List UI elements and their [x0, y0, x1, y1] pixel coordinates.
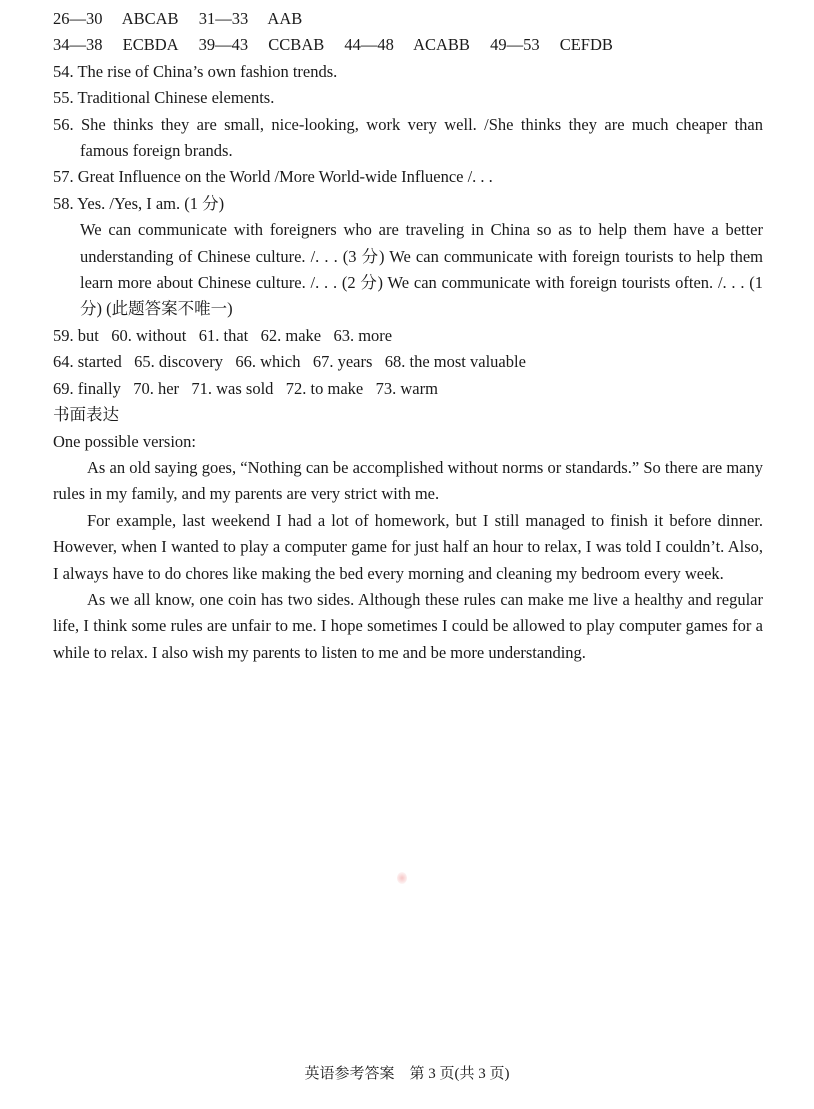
answer-key-page — [53, 6, 763, 666]
answer-56-text: 56. She thinks they are small, nice-looking, work very well. /She thinks they are much cheaper than famous foreign brands. — [53, 114, 763, 161]
answer-letters: CEFDB — [559, 35, 613, 55]
answer-letters: CCBAB — [268, 35, 325, 55]
answer-letters: ABCAB — [121, 9, 179, 28]
answer-row-64-68: 64. started 65. discovery 66. which 67. years 68. the most valuable — [53, 352, 526, 372]
answer-54: 54. The rise of China’s own fashion trends. — [53, 61, 338, 81]
essay-paragraph-1: As an old saying goes, “Nothing can be accomplished without norms or standards.” So there are many rules in my family, and my parents are very strict with me. — [53, 457, 763, 504]
answer-row-59-63: 59. but 60. without 61. that 62. make 63. more — [53, 325, 393, 345]
answer-range: 34—38 — [53, 35, 103, 55]
writing-heading: 书面表达 — [53, 405, 119, 425]
writing-intro: One possible version: — [53, 431, 196, 451]
answer-letters: ECBDA — [122, 35, 179, 55]
answer-range: 49—53 — [490, 35, 540, 55]
answer-58-body: We can communicate with foreigners who are traveling in China so as to help them have a better understanding of Chinese culture. /. . . (3 分) We can communicate with foreign tourists to help them learn more about Chinese culture. /. . . (2 分) We can communicate with foreign tourists often. /. . . (1 分) (此题答案不唯一) — [80, 220, 763, 319]
answer-range: 39—43 — [198, 35, 249, 55]
answer-58-head: 58. Yes. /Yes, I am. (1 分) — [53, 193, 225, 213]
answer-57: 57. Great Influence on the World /More World-wide Influence /. . . — [53, 167, 493, 187]
essay-paragraph-3: As we all know, one coin has two sides. Although these rules can make me live a healthy and regular life, I think some rules are unfair to me. I hope sometimes I could be allowed to play computer games for a while to relax. I also wish my parents to listen to me and be more understanding. — [53, 589, 763, 662]
answer-56 — [53, 112, 763, 165]
answer-range: 31—33 — [198, 9, 249, 28]
essay-paragraph-2: For example, last weekend I had a lot of homework, but I still managed to finish it before dinner. However, when I wanted to play a computer game for just half an hour to relax, I was told I couldn’t. Also, I always have to do chores like making the bed every morning and cleaning my bedroom every week. — [53, 510, 763, 583]
answer-letters: AAB — [267, 9, 303, 28]
answer-row-69-73: 69. finally 70. her 71. was sold 72. to make 73. warm — [53, 378, 438, 398]
watermark-mark — [397, 872, 407, 884]
answer-55: 55. Traditional Chinese elements. — [53, 88, 275, 108]
answer-row-34-53 — [53, 32, 763, 58]
answer-row-26-33 — [53, 6, 763, 32]
answer-range: 26—30 — [53, 9, 103, 28]
answer-letters: ACABB — [413, 35, 470, 55]
answer-range: 44—48 — [344, 35, 394, 55]
page-footer: 英语参考答案 第 3 页(共 3 页) — [304, 1066, 510, 1082]
